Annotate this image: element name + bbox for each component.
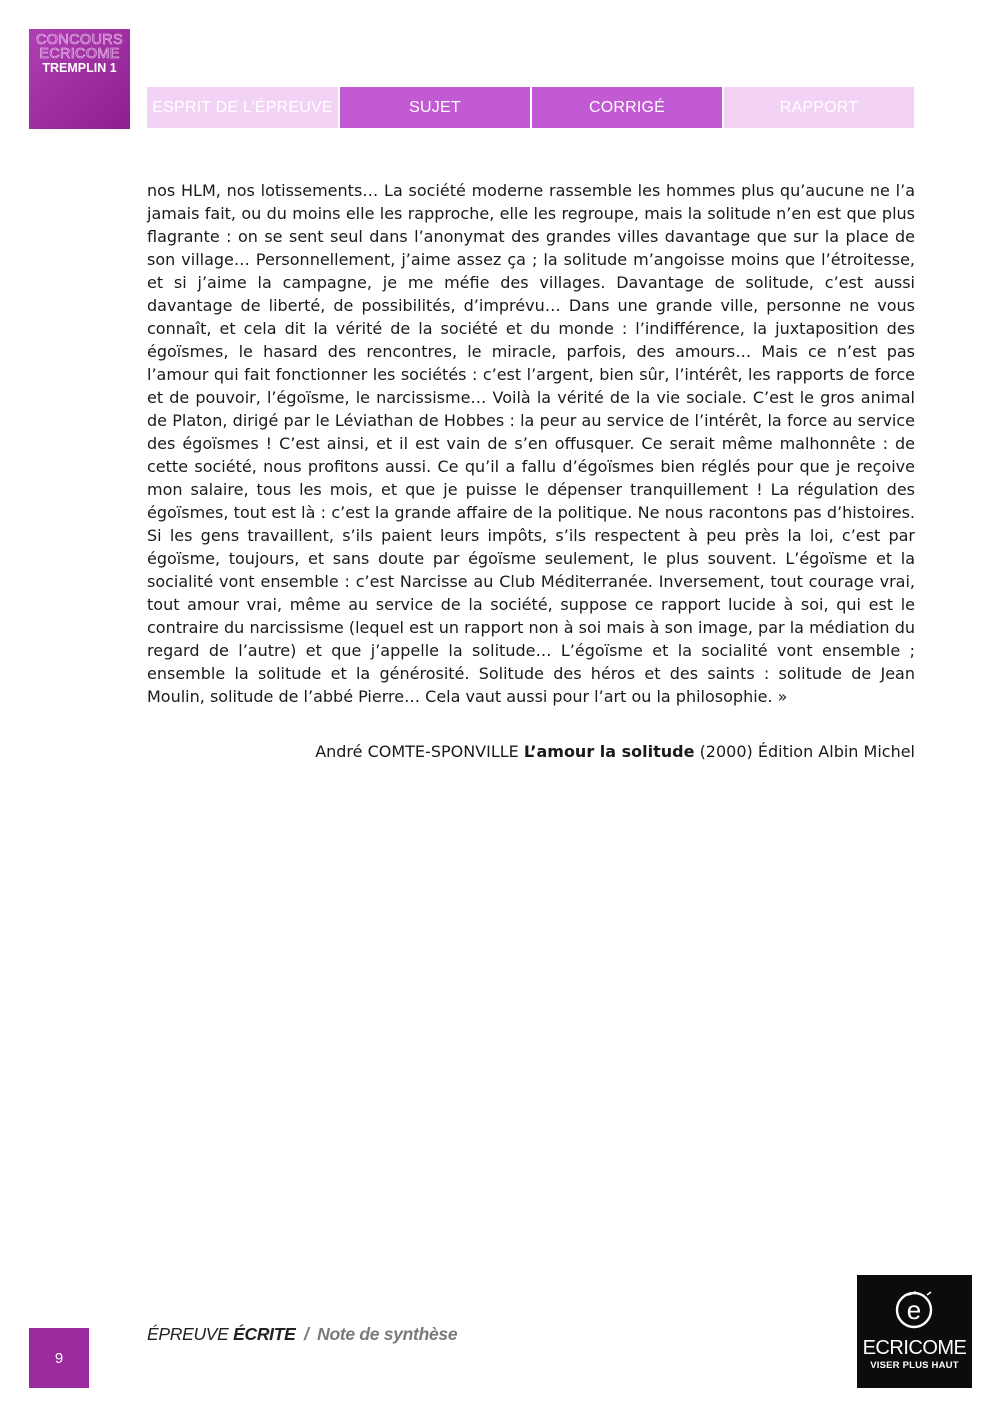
ecricome-e-icon bbox=[894, 1286, 936, 1332]
svg-text:e: e bbox=[906, 1295, 922, 1325]
ecricome-brand-text: ECRICOME bbox=[862, 1337, 967, 1359]
tab-corrige[interactable]: CORRIGÉ bbox=[532, 87, 722, 128]
tab-esprit-epreuve[interactable]: ESPRIT DE L’ÉPREUVE bbox=[147, 87, 338, 128]
citation-details: (2000) Édition Albin Michel bbox=[699, 742, 915, 761]
page-number-label: 9 bbox=[54, 1349, 64, 1367]
section-tabs bbox=[147, 87, 914, 128]
logo-line-ecricome: ECRICOME bbox=[39, 46, 120, 62]
footer-title-separator: / bbox=[304, 1324, 309, 1344]
citation-author: André COMTE-SPONVILLE bbox=[315, 742, 519, 761]
body-paragraph: nos HLM, nos lotissements… La société moderne rassemble les hommes plus qu’aucune ne l’a jamais fait, ou du moins elle les rapproche, elle les regroupe, mais la solitude n’en est que plus flagrante : on se sent seul dans l’anonymat des grandes villes davantage que sur la place de son village… Personnellement, j’aime assez ça ; la solitude m’angoisse moins que l’étroitesse, et si j’aime la campagne, je me méfie des villages. Davantage de solitude, c’est aussi davantage de liberté, de possibilités, d’imprévu… Dans une grande ville, personne ne vous connaît, et cela dit la vérité de la société et du monde : l’indifférence, la juxtaposition des égoïsmes, le hasard des rencontres, le miracle, parfois, des amours… Mais ce n’est pas l’amour qui fait fonctionner les sociétés : c’est l’argent, bien sûr, l’intérêt, les rapports de force et de pouvoir, l’égoïsme, le narcissisme… Voilà la vérité de la vie sociale. C’est le gros animal de Platon, dirigé par le Léviathan de Hobbes : la peur au service de l’intérêt, la force au service des égoïsmes ! C’est ainsi, et il est vain de s’en offusquer. Ce serait même malhonnête : de cette société, nous profitons aussi. Ce qu’il a fallu d’égoïsmes bien réglés pour que je reçoive mon salaire, tous les mois, et que je puisse le dépenser tranquillement ! La régulation des égoïsmes, tout est là : c’est la grande affaire de la politique. Ne nous racontons pas d’histoires. Si les gens travaillent, s’ils paient leurs impôts, s’ils respectent à peu près la loi, c’est par égoïsme, toujours, et sans doute par égoïsme seulement, le plus souvent. L’égoïsme et la socialité vont ensemble : c’est Narcisse au Club Méditerranée. Inversement, tout courage vrai, tout amour vrai, même au service de la société, suppose ce rapport lucide à soi, qui est le contraire du narcissisme (lequel est un rapport non à soi mais à son image, par la médiation du regard de l’autre) et que j’appelle la solitude… L’égoïsme et la socialité vont ensemble ; ensemble la solitude et la générosité. Solitude des héros et des saints : solitude de Jean Moulin, solitude de l’abbé Pierre… Cela vaut aussi pour l’art ou la philosophie. » bbox=[147, 181, 915, 706]
tab-rapport[interactable]: RAPPORT bbox=[724, 87, 914, 128]
tab-sujet[interactable]: SUJET bbox=[340, 87, 530, 128]
ecricome-tagline: VISER PLUS HAUT bbox=[870, 1360, 959, 1371]
ecricome-logo bbox=[857, 1275, 972, 1388]
main-text bbox=[147, 179, 915, 708]
logo-line-tremplin: TREMPLIN 1 bbox=[42, 61, 117, 75]
footer-title bbox=[147, 1324, 457, 1345]
logo-line-concours: CONCOURS bbox=[36, 32, 123, 48]
footer-title-ecrite: ÉCRITE bbox=[233, 1324, 296, 1344]
footer-subtitle: Note de synthèse bbox=[317, 1324, 458, 1344]
page-number bbox=[29, 1328, 89, 1388]
footer-title-epreuve: ÉPREUVE bbox=[147, 1324, 229, 1344]
citation-title: L’amour la solitude bbox=[523, 742, 695, 761]
concours-ecricome-logo bbox=[29, 29, 130, 129]
citation bbox=[315, 740, 915, 763]
